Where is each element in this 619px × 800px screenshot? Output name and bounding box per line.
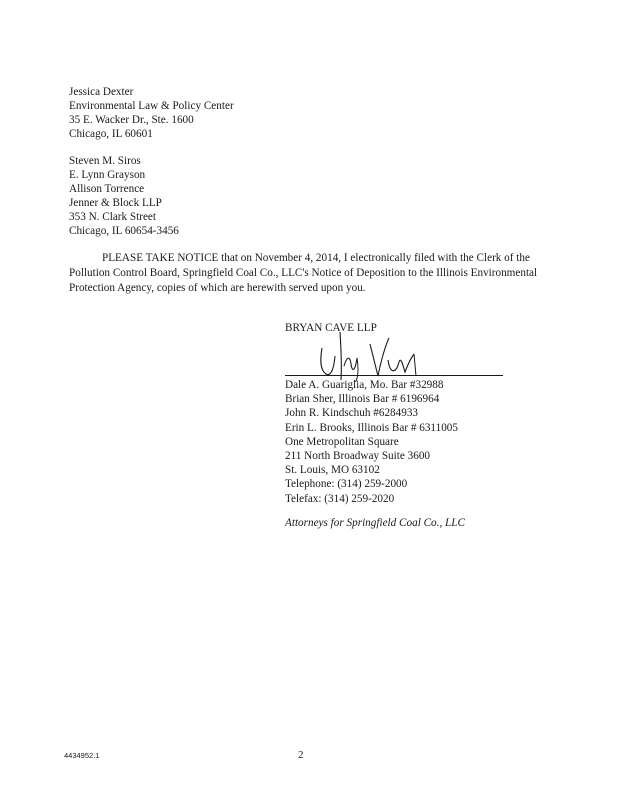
recipient-address-2 xyxy=(69,155,179,238)
attorney-line: Dale A. Guariglia, Mo. Bar #32988 xyxy=(285,379,444,391)
address-line: Environmental Law & Policy Center xyxy=(69,99,234,112)
attorney-block xyxy=(285,378,458,506)
address-line: 35 E. Wacker Dr., Ste. 1600 xyxy=(69,113,194,126)
address-line: E. Lynn Grayson xyxy=(69,168,146,181)
attorney-line: One Metropolitan Square xyxy=(285,435,399,448)
attorney-role: Attorneys for Springfield Coal Co., LLC xyxy=(285,517,465,529)
signature-line xyxy=(285,375,503,376)
notice-paragraph xyxy=(69,251,553,297)
attorney-line: St. Louis, MO 63102 xyxy=(285,464,380,477)
attorney-line: Telefax: (314) 259-2020 xyxy=(285,492,395,505)
page-number: 2 xyxy=(298,749,304,761)
address-line: 353 N. Clark Street xyxy=(69,210,156,223)
address-line: Steven M. Siros xyxy=(69,155,141,167)
recipient-address-1 xyxy=(69,86,234,142)
address-line: Allison Torrence xyxy=(69,182,145,195)
attorney-line: Telephone: (314) 259-2000 xyxy=(285,478,408,491)
firm-name: BRYAN CAVE LLP xyxy=(285,322,377,334)
attorney-line: Brian Sher, Illinois Bar # 6196964 xyxy=(285,393,440,406)
address-line: Jessica Dexter xyxy=(69,86,134,98)
notice-text: PLEASE TAKE NOTICE that on November 4, 2014, I electronically filed with the Clerk of the Pollution Control Board, Springfield Coal Co., LLC's Notice of Deposition to the Illinois Environmental Protection Agency, copies of which are herewith served upon you. xyxy=(69,252,538,295)
address-line: Jenner & Block LLP xyxy=(69,196,162,209)
address-line: Chicago, IL 60654-3456 xyxy=(69,224,179,237)
address-line: Chicago, IL 60601 xyxy=(69,127,153,140)
attorney-line: 211 North Broadway Suite 3600 xyxy=(285,450,431,463)
document-id: 4434952.1 xyxy=(64,751,100,760)
attorney-line: Erin L. Brooks, Illinois Bar # 6311005 xyxy=(285,421,458,434)
attorney-line: John R. Kindschuh #6284933 xyxy=(285,407,419,420)
